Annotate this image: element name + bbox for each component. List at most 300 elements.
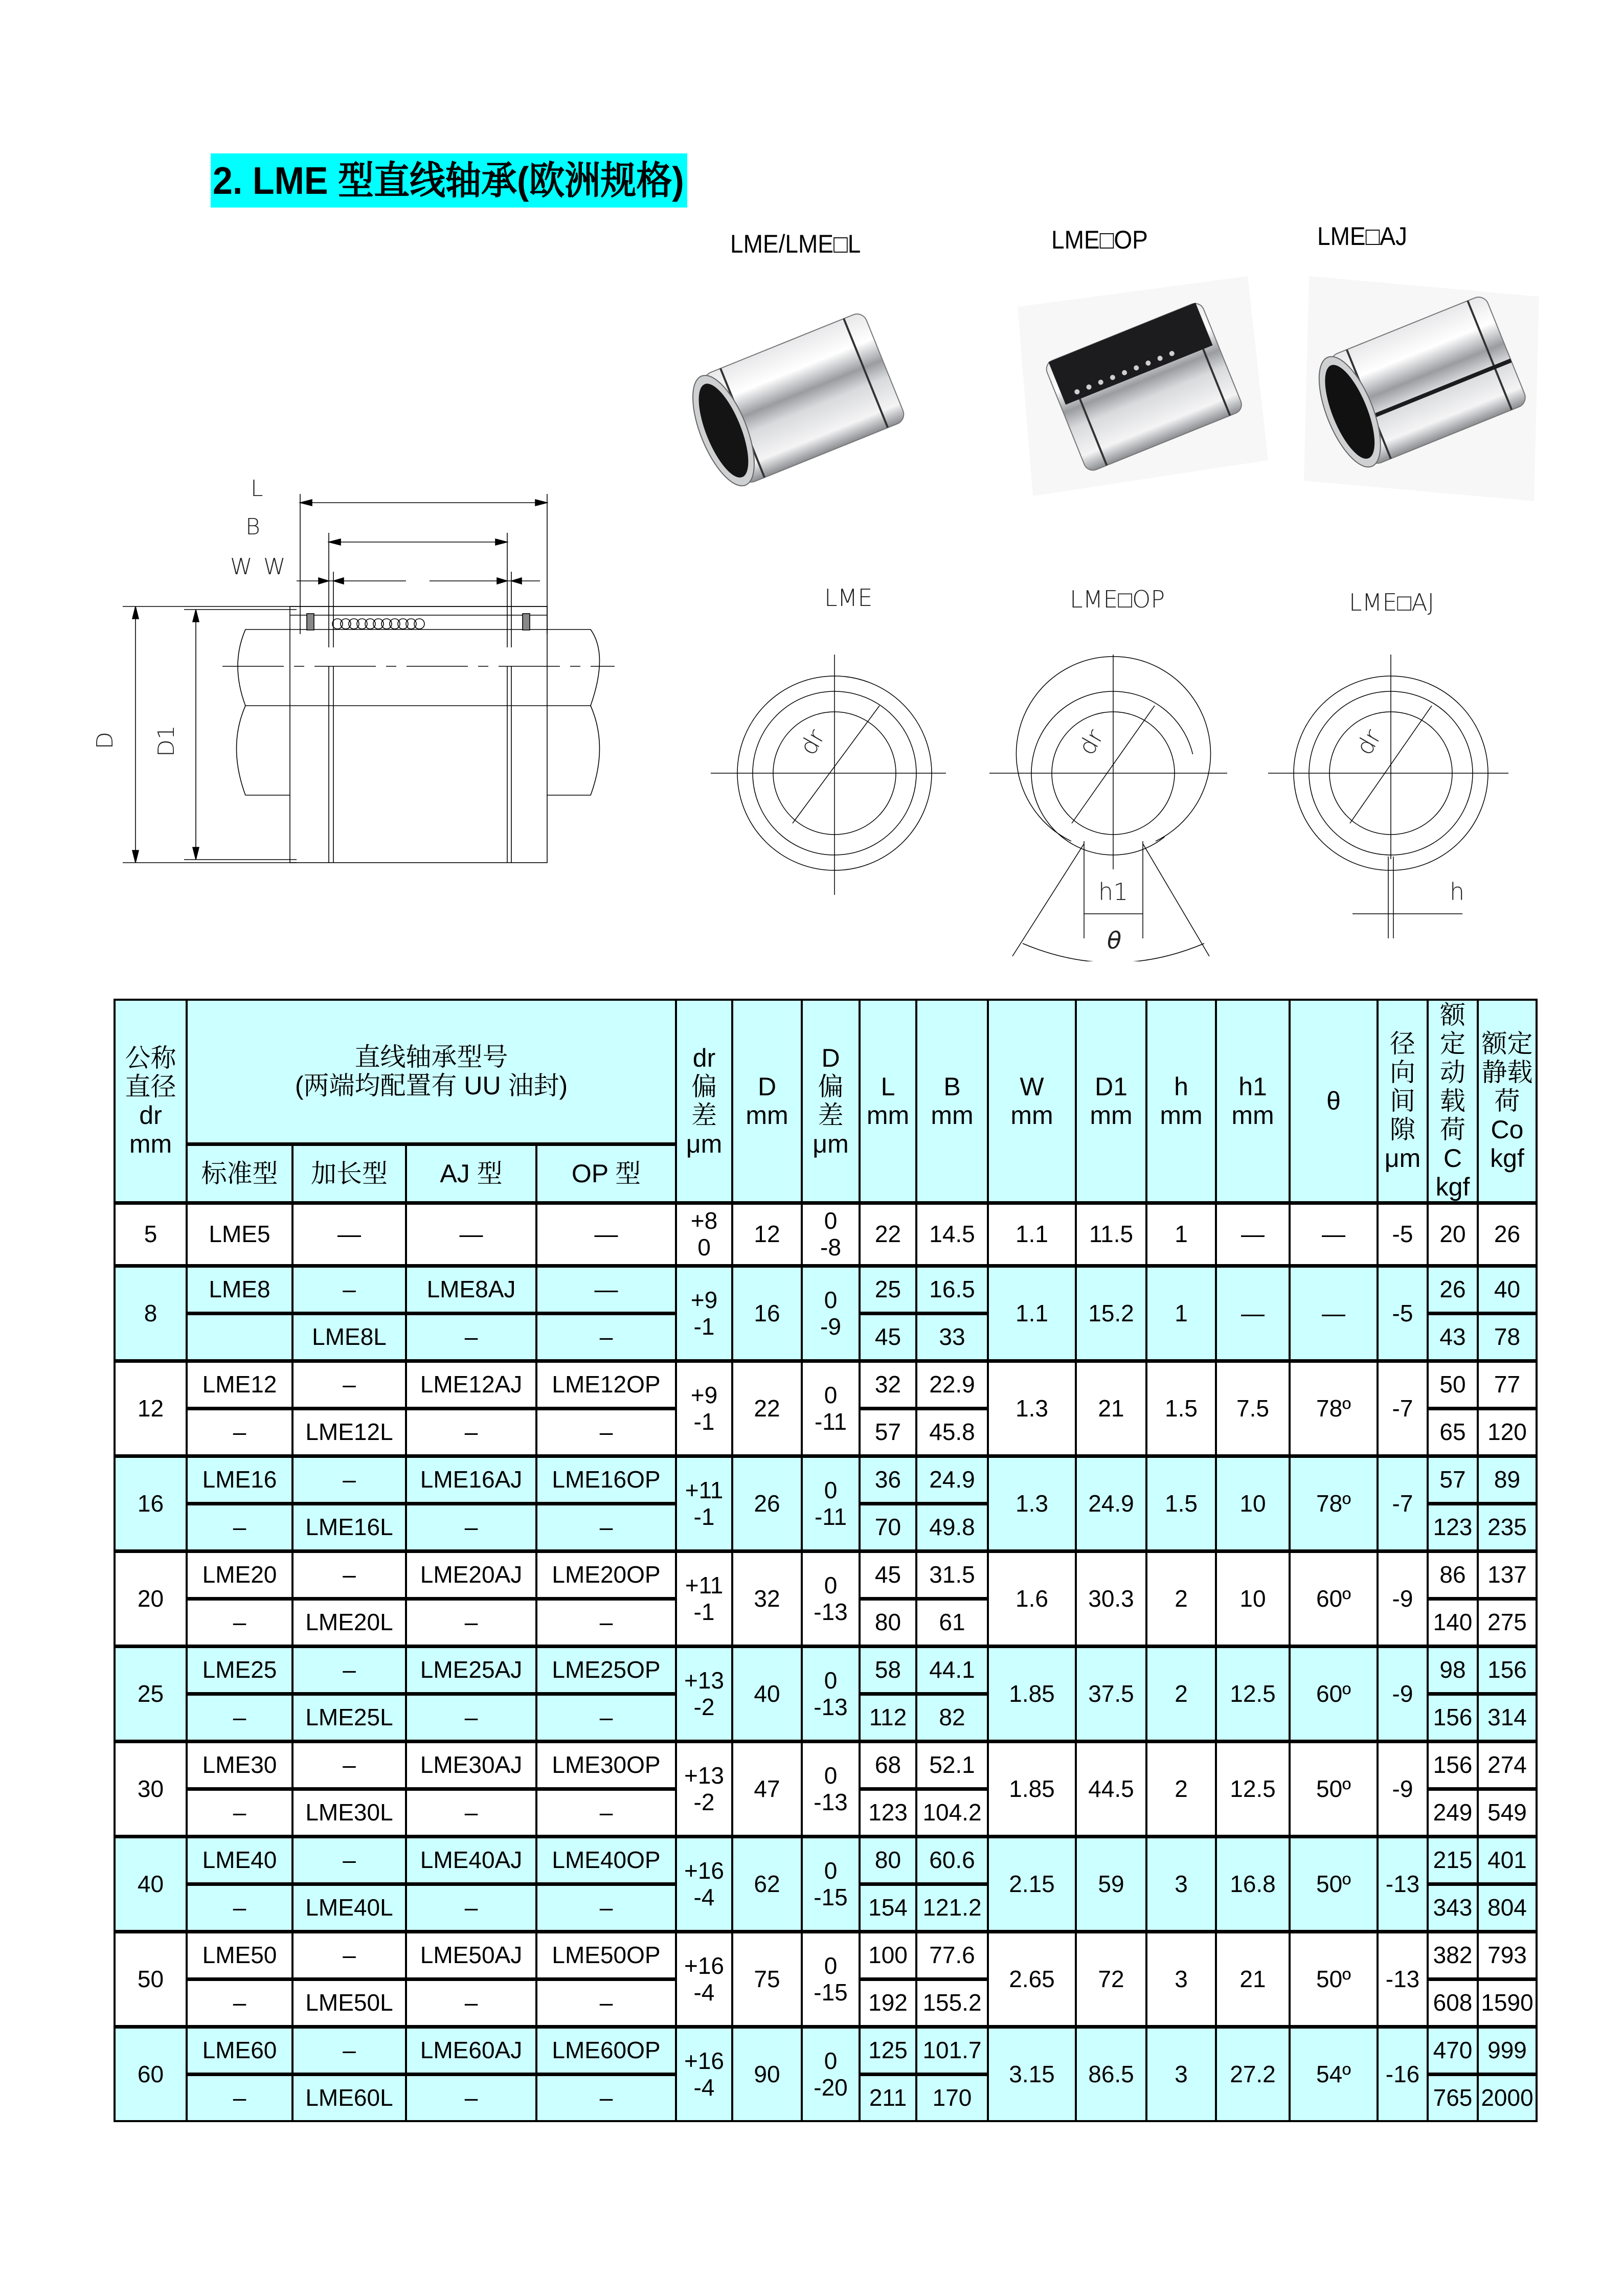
header-line: 差 — [818, 1101, 844, 1130]
cell-D-tolerance-line: 0 — [824, 1476, 838, 1503]
cell-dynamic-load: 470 — [1428, 2027, 1478, 2075]
cell-static-load: 275 — [1478, 1599, 1537, 1647]
dim-label-D: D — [92, 732, 118, 749]
header-B — [916, 1000, 988, 1203]
cell-dynamic-load: 98 — [1428, 1647, 1478, 1694]
cell-nominal-diameter: 16 — [115, 1456, 187, 1551]
header-line: L — [881, 1072, 895, 1101]
cell-D1: 72 — [1076, 1932, 1146, 2027]
cell-B: 61 — [916, 1599, 988, 1647]
cell-D-tolerance-line: 0 — [824, 1952, 838, 1979]
cell-static-load: 26 — [1478, 1203, 1537, 1266]
cell-D: 26 — [732, 1456, 802, 1551]
header-D-tolerance — [802, 1000, 860, 1203]
cell-h: 1 — [1146, 1266, 1216, 1361]
cell-model-long: LME40L — [292, 1884, 406, 1932]
cell-nominal-diameter: 30 — [115, 1742, 187, 1837]
header-line: 直径 — [125, 1072, 176, 1101]
cell-dr-tolerance-line: -1 — [693, 1408, 715, 1435]
cell-dynamic-load: 65 — [1428, 1409, 1478, 1456]
cell-dr-tolerance-line: -4 — [693, 2074, 715, 2101]
cell-L: 123 — [860, 1789, 916, 1837]
cell-L: 22 — [860, 1203, 916, 1266]
header-dynamic-load — [1428, 1000, 1478, 1203]
cell-D-tolerance-line: 0 — [824, 1207, 838, 1234]
dim-label-theta: θ — [1107, 927, 1122, 954]
cell-h: 2 — [1146, 1551, 1216, 1647]
cell-radial-clearance: -13 — [1378, 1932, 1428, 2027]
cell-D-tolerance — [802, 1837, 860, 1932]
section-drawings — [706, 562, 1534, 961]
cell-model-standard: LME20 — [187, 1551, 292, 1599]
cell-nominal-diameter: 12 — [115, 1361, 187, 1456]
cell-D-tolerance-line: 0 — [824, 1286, 838, 1313]
cell-W: 2.65 — [988, 1932, 1076, 2027]
cell-model-standard: LME30 — [187, 1742, 292, 1789]
header-line: 隙 — [1390, 1115, 1415, 1144]
cell-dr-tolerance-line: +13 — [684, 1762, 725, 1789]
table-row — [115, 1203, 1537, 1266]
cell-dynamic-load: 123 — [1428, 1504, 1478, 1551]
cell-dynamic-load: 156 — [1428, 1742, 1478, 1789]
cell-B: 49.8 — [916, 1504, 988, 1551]
cell-radial-clearance: -5 — [1378, 1203, 1428, 1266]
photo-caption-standard: LME/LME□L — [730, 230, 861, 258]
table-row — [115, 1456, 1537, 1504]
cell-D: 12 — [732, 1203, 802, 1266]
cell-L: 36 — [860, 1456, 916, 1504]
cell-model-op: – — [536, 1599, 676, 1647]
header-line: D — [821, 1044, 840, 1072]
cell-W: 1.6 — [988, 1551, 1076, 1647]
cell-h: 2 — [1146, 1647, 1216, 1742]
dim-label-D1: D1 — [153, 725, 179, 757]
cell-dr-tolerance-line: -2 — [693, 1693, 715, 1720]
header-h1 — [1216, 1000, 1290, 1203]
cell-D: 22 — [732, 1361, 802, 1456]
cell-D: 75 — [732, 1932, 802, 2027]
cell-nominal-diameter: 60 — [115, 2027, 187, 2122]
cell-model-long: LME16L — [292, 1504, 406, 1551]
cell-dr-tolerance — [676, 1551, 732, 1647]
cell-L: 154 — [860, 1884, 916, 1932]
cell-dr-tolerance-line: -4 — [693, 1978, 715, 2006]
cell-model-op: LME60OP — [536, 2027, 676, 2075]
dim-label-dr-lme: dr — [794, 724, 830, 760]
cell-B: 24.9 — [916, 1456, 988, 1504]
cell-dr-tolerance-line: +16 — [684, 1857, 725, 1884]
cell-model-op: LME30OP — [536, 1742, 676, 1789]
section-title-lme: LME — [824, 584, 873, 612]
cell-D: 40 — [732, 1647, 802, 1742]
cell-L: 57 — [860, 1409, 916, 1456]
header-radial-clearance — [1378, 1000, 1428, 1203]
cell-D1: 59 — [1076, 1837, 1146, 1932]
cell-dynamic-load: 215 — [1428, 1837, 1478, 1884]
cell-model-op: – — [536, 1694, 676, 1742]
cell-static-load: 401 — [1478, 1837, 1537, 1884]
header-line: 荷 — [1494, 1087, 1520, 1115]
header-L — [860, 1000, 916, 1203]
cell-L: 58 — [860, 1647, 916, 1694]
cell-dynamic-load: 140 — [1428, 1599, 1478, 1647]
cell-D: 47 — [732, 1742, 802, 1837]
cell-radial-clearance: -16 — [1378, 2027, 1428, 2122]
bearing-photo-op — [1002, 266, 1289, 501]
cell-model-long: – — [292, 1742, 406, 1789]
section-title: 2. LME 型直线轴承(欧洲规格) — [211, 153, 687, 208]
cell-model-standard: – — [187, 2075, 292, 2122]
cell-D1: 15.2 — [1076, 1266, 1146, 1361]
cell-model-standard: LME16 — [187, 1456, 292, 1504]
header-line: 径 — [1390, 1029, 1415, 1058]
cell-model-op: LME50OP — [536, 1932, 676, 1979]
cell-model-standard: – — [187, 1599, 292, 1647]
cell-dr-tolerance-line: +8 — [690, 1207, 718, 1234]
header-line: 荷 C — [1440, 1115, 1465, 1173]
cell-model-long: LME12L — [292, 1409, 406, 1456]
cell-D: 62 — [732, 1837, 802, 1932]
dim-label-h: h — [1450, 878, 1465, 906]
cell-model-op: LME16OP — [536, 1456, 676, 1504]
header-line: 偏 — [691, 1072, 717, 1101]
cell-nominal-diameter: 25 — [115, 1647, 187, 1742]
cell-D-tolerance-line: 0 — [824, 1667, 838, 1694]
cell-theta: 78º — [1290, 1361, 1378, 1456]
cell-h1: 21 — [1216, 1932, 1290, 2027]
header-line: mm — [1160, 1101, 1203, 1130]
cell-model-long: – — [292, 1837, 406, 1884]
cell-model-aj: — — [406, 1203, 536, 1266]
header-type-aj: AJ 型 — [406, 1144, 536, 1203]
header-dr-tolerance — [676, 1000, 732, 1203]
cell-dynamic-load: 43 — [1428, 1314, 1478, 1361]
cell-D1: 30.3 — [1076, 1551, 1146, 1647]
cell-static-load: 137 — [1478, 1551, 1537, 1599]
cell-dynamic-load: 26 — [1428, 1266, 1478, 1314]
cell-B: 52.1 — [916, 1742, 988, 1789]
cell-model-standard: LME25 — [187, 1647, 292, 1694]
header-line: 差 — [691, 1101, 717, 1130]
cell-dr-tolerance-line: +13 — [684, 1667, 725, 1694]
cell-model-standard: – — [187, 1979, 292, 2027]
cell-D-tolerance — [802, 1361, 860, 1456]
cell-D-tolerance-line: 0 — [824, 1381, 838, 1408]
cell-dr-tolerance-line: -1 — [693, 1503, 715, 1530]
cell-model-aj: – — [406, 1884, 536, 1932]
table-row — [115, 1742, 1537, 1789]
cell-B: 60.6 — [916, 1837, 988, 1884]
cell-static-load: 804 — [1478, 1884, 1537, 1932]
cell-theta: — — [1290, 1266, 1378, 1361]
cell-model-standard: – — [187, 1884, 292, 1932]
cell-model-long: – — [292, 1361, 406, 1409]
cell-D-tolerance — [802, 1742, 860, 1837]
header-line: D1 — [1095, 1072, 1127, 1101]
cell-model-long: – — [292, 1647, 406, 1694]
cell-h1: 10 — [1216, 1456, 1290, 1551]
header-line: h1 — [1238, 1072, 1267, 1101]
cell-model-aj: LME20AJ — [406, 1551, 536, 1599]
header-type-long: 加长型 — [292, 1144, 406, 1203]
side-view-drawing — [92, 470, 655, 880]
cell-L: 80 — [860, 1837, 916, 1884]
cell-h1: — — [1216, 1266, 1290, 1361]
cell-L: 112 — [860, 1694, 916, 1742]
cell-nominal-diameter: 8 — [115, 1266, 187, 1361]
cell-model-aj: LME40AJ — [406, 1837, 536, 1884]
cell-L: 211 — [860, 2075, 916, 2122]
cell-B: 121.2 — [916, 1884, 988, 1932]
cell-model-op: LME20OP — [536, 1551, 676, 1599]
cell-dynamic-load: 382 — [1428, 1932, 1478, 1979]
cell-D: 90 — [732, 2027, 802, 2122]
cell-model-standard: – — [187, 1789, 292, 1837]
header-line: mm — [129, 1130, 172, 1158]
cell-W: 1.85 — [988, 1742, 1076, 1837]
cell-h: 3 — [1146, 2027, 1216, 2122]
cell-theta: 50º — [1290, 1932, 1378, 2027]
header-line: μm — [813, 1130, 849, 1158]
header-line: mm — [746, 1101, 788, 1130]
header-line: mm — [931, 1101, 974, 1130]
cell-B: 104.2 — [916, 1789, 988, 1837]
header-line: 公称 — [125, 1044, 176, 1072]
cell-B: 16.5 — [916, 1266, 988, 1314]
cell-D1: 86.5 — [1076, 2027, 1146, 2122]
cell-D: 16 — [732, 1266, 802, 1361]
cell-dr-tolerance-line: +9 — [690, 1381, 718, 1408]
cell-D-tolerance-line: 0 — [824, 1571, 838, 1599]
cell-L: 192 — [860, 1979, 916, 2027]
cell-D-tolerance-line: 0 — [824, 1762, 838, 1789]
cell-dr-tolerance — [676, 1837, 732, 1932]
cell-L: 45 — [860, 1551, 916, 1599]
cell-model-standard — [187, 1314, 292, 1361]
cell-B: 14.5 — [916, 1203, 988, 1266]
cell-dr-tolerance — [676, 1932, 732, 2027]
cell-model-aj: – — [406, 1314, 536, 1361]
cell-model-aj: – — [406, 1409, 536, 1456]
header-line: 直线轴承型号 — [354, 1043, 508, 1072]
cell-model-standard: – — [187, 1504, 292, 1551]
bearing-photo-standard — [665, 286, 951, 501]
dim-label-W1: W — [230, 554, 253, 580]
cell-model-standard: LME40 — [187, 1837, 292, 1884]
cell-h1: 7.5 — [1216, 1361, 1290, 1456]
cell-dynamic-load: 57 — [1428, 1456, 1478, 1504]
cell-theta: 50º — [1290, 1742, 1378, 1837]
cell-B: 45.8 — [916, 1409, 988, 1456]
cell-radial-clearance: -13 — [1378, 1837, 1428, 1932]
cell-static-load: 793 — [1478, 1932, 1537, 1979]
dim-label-W2: W — [263, 554, 286, 580]
cell-B: 31.5 — [916, 1551, 988, 1599]
cell-static-load: 314 — [1478, 1694, 1537, 1742]
cell-model-long: LME50L — [292, 1979, 406, 2027]
header-line: (两端均配置有 UU 油封) — [295, 1071, 568, 1100]
cell-W: 2.15 — [988, 1837, 1076, 1932]
cell-L: 80 — [860, 1599, 916, 1647]
dim-label-dr-op: dr — [1072, 724, 1109, 760]
cell-dynamic-load: 156 — [1428, 1694, 1478, 1742]
cell-theta: 54º — [1290, 2027, 1378, 2122]
header-nominal-diameter — [115, 1000, 187, 1203]
cell-dr-tolerance — [676, 1456, 732, 1551]
cell-model-aj: LME12AJ — [406, 1361, 536, 1409]
cell-static-load: 156 — [1478, 1647, 1537, 1694]
cell-D-tolerance-line: -20 — [814, 2074, 848, 2101]
cell-model-standard: LME8 — [187, 1266, 292, 1314]
cell-L: 45 — [860, 1314, 916, 1361]
cell-D-tolerance-line: -11 — [814, 1408, 847, 1435]
table-row — [115, 2027, 1537, 2075]
cell-dr-tolerance-line: +16 — [684, 1952, 725, 1979]
cell-radial-clearance: -7 — [1378, 1456, 1428, 1551]
header-line: mm — [866, 1101, 910, 1130]
cell-h1: 12.5 — [1216, 1647, 1290, 1742]
cell-model-op: LME25OP — [536, 1647, 676, 1694]
cell-L: 25 — [860, 1266, 916, 1314]
cell-W: 1.3 — [988, 1361, 1076, 1456]
cell-B: 82 — [916, 1694, 988, 1742]
section-title-op: LME□OP — [1070, 586, 1165, 613]
cell-D-tolerance — [802, 1932, 860, 2027]
cell-D-tolerance-line: -11 — [814, 1503, 847, 1530]
cell-dynamic-load: 608 — [1428, 1979, 1478, 2027]
cell-h: 3 — [1146, 1837, 1216, 1932]
cell-model-op: – — [536, 1884, 676, 1932]
cell-D-tolerance — [802, 1647, 860, 1742]
cell-D1: 44.5 — [1076, 1742, 1146, 1837]
cell-model-long: – — [292, 2027, 406, 2075]
table-row — [115, 1551, 1537, 1599]
cell-W: 1.85 — [988, 1647, 1076, 1742]
cell-model-long: – — [292, 1456, 406, 1504]
cell-dr-tolerance-line: -4 — [693, 1883, 715, 1910]
cell-static-load: 40 — [1478, 1266, 1537, 1314]
cell-W: 1.1 — [988, 1203, 1076, 1266]
cell-h: 3 — [1146, 1932, 1216, 2027]
cell-h1: 27.2 — [1216, 2027, 1290, 2122]
cell-dynamic-load: 20 — [1428, 1203, 1478, 1266]
bearing-photo-aj — [1299, 266, 1554, 501]
table-row — [115, 1361, 1537, 1409]
header-line: dr — [139, 1101, 162, 1130]
cell-theta: 78º — [1290, 1456, 1378, 1551]
cell-model-long: LME8L — [292, 1314, 406, 1361]
cell-dr-tolerance-line: +9 — [690, 1286, 718, 1313]
cell-dr-tolerance-line: +16 — [684, 2047, 725, 2074]
cell-D-tolerance-line: -8 — [820, 1234, 841, 1260]
header-line: Co — [1491, 1115, 1524, 1144]
cell-static-load: 89 — [1478, 1456, 1537, 1504]
header-line: D — [757, 1072, 777, 1101]
cell-model-op: – — [536, 1979, 676, 2027]
cell-dr-tolerance — [676, 1203, 732, 1266]
cell-radial-clearance: -9 — [1378, 1647, 1428, 1742]
cell-dr-tolerance-line: 0 — [697, 1234, 711, 1260]
cell-dr-tolerance-line: -2 — [693, 1788, 715, 1815]
cell-dr-tolerance — [676, 1266, 732, 1361]
cell-D-tolerance-line: 0 — [824, 2047, 838, 2074]
table-row — [115, 1266, 1537, 1314]
header-line: kgf — [1490, 1144, 1524, 1173]
cell-static-load: 77 — [1478, 1361, 1537, 1409]
section-title-aj: LME□AJ — [1349, 589, 1435, 616]
header-line: dr — [692, 1044, 716, 1072]
photo-caption-aj: LME□AJ — [1317, 222, 1408, 251]
cell-D-tolerance-line: 0 — [824, 1857, 838, 1884]
cell-model-aj: LME8AJ — [406, 1266, 536, 1314]
cell-D-tolerance-line: -15 — [814, 1883, 848, 1910]
header-D — [732, 1000, 802, 1203]
cell-L: 100 — [860, 1932, 916, 1979]
cell-h1: 16.8 — [1216, 1837, 1290, 1932]
header-line: 间 — [1390, 1087, 1415, 1115]
cell-h1: — — [1216, 1203, 1290, 1266]
cell-W: 1.3 — [988, 1456, 1076, 1551]
cell-D-tolerance — [802, 1456, 860, 1551]
header-line: 偏 — [818, 1072, 844, 1101]
cell-B: 33 — [916, 1314, 988, 1361]
cell-static-load: 78 — [1478, 1314, 1537, 1361]
cell-model-op: – — [536, 1504, 676, 1551]
cell-model-aj: LME30AJ — [406, 1742, 536, 1789]
cell-model-long: — — [292, 1203, 406, 1266]
header-D1 — [1076, 1000, 1146, 1203]
cell-D-tolerance-line: -9 — [820, 1313, 841, 1340]
cell-D1: 21 — [1076, 1361, 1146, 1456]
cell-model-long: LME60L — [292, 2075, 406, 2122]
cell-model-aj: – — [406, 1504, 536, 1551]
cell-theta: 60º — [1290, 1551, 1378, 1647]
cell-B: 77.6 — [916, 1932, 988, 1979]
cell-h1: 12.5 — [1216, 1742, 1290, 1837]
cell-W: 3.15 — [988, 2027, 1076, 2122]
cell-nominal-diameter: 20 — [115, 1551, 187, 1647]
cell-D-tolerance-line: -15 — [814, 1978, 848, 2006]
cell-model-aj: LME16AJ — [406, 1456, 536, 1504]
cell-dynamic-load: 249 — [1428, 1789, 1478, 1837]
header-line: W — [1020, 1072, 1044, 1101]
cell-D: 32 — [732, 1551, 802, 1647]
cell-h: 1.5 — [1146, 1361, 1216, 1456]
cell-model-long: – — [292, 1932, 406, 1979]
cell-dr-tolerance-line: -1 — [693, 1598, 715, 1625]
cell-model-op: — — [536, 1266, 676, 1314]
cell-dynamic-load: 343 — [1428, 1884, 1478, 1932]
cell-dr-tolerance — [676, 1361, 732, 1456]
cell-h: 1 — [1146, 1203, 1216, 1266]
cell-D1: 11.5 — [1076, 1203, 1146, 1266]
cell-model-aj: LME60AJ — [406, 2027, 536, 2075]
cell-model-aj: – — [406, 1694, 536, 1742]
cell-B: 22.9 — [916, 1361, 988, 1409]
table-row — [115, 1837, 1537, 1884]
cell-model-long: – — [292, 1266, 406, 1314]
header-line: mm — [1231, 1101, 1274, 1130]
cell-theta: — — [1290, 1203, 1378, 1266]
cell-model-long: – — [292, 1551, 406, 1599]
cell-dr-tolerance — [676, 1742, 732, 1837]
cell-D-tolerance-line: -13 — [814, 1598, 848, 1625]
cell-nominal-diameter: 40 — [115, 1837, 187, 1932]
header-line: 向 — [1390, 1058, 1415, 1087]
cell-model-op: – — [536, 1409, 676, 1456]
cell-dr-tolerance-line: +11 — [685, 1571, 724, 1599]
dim-label-B: B — [245, 514, 260, 540]
